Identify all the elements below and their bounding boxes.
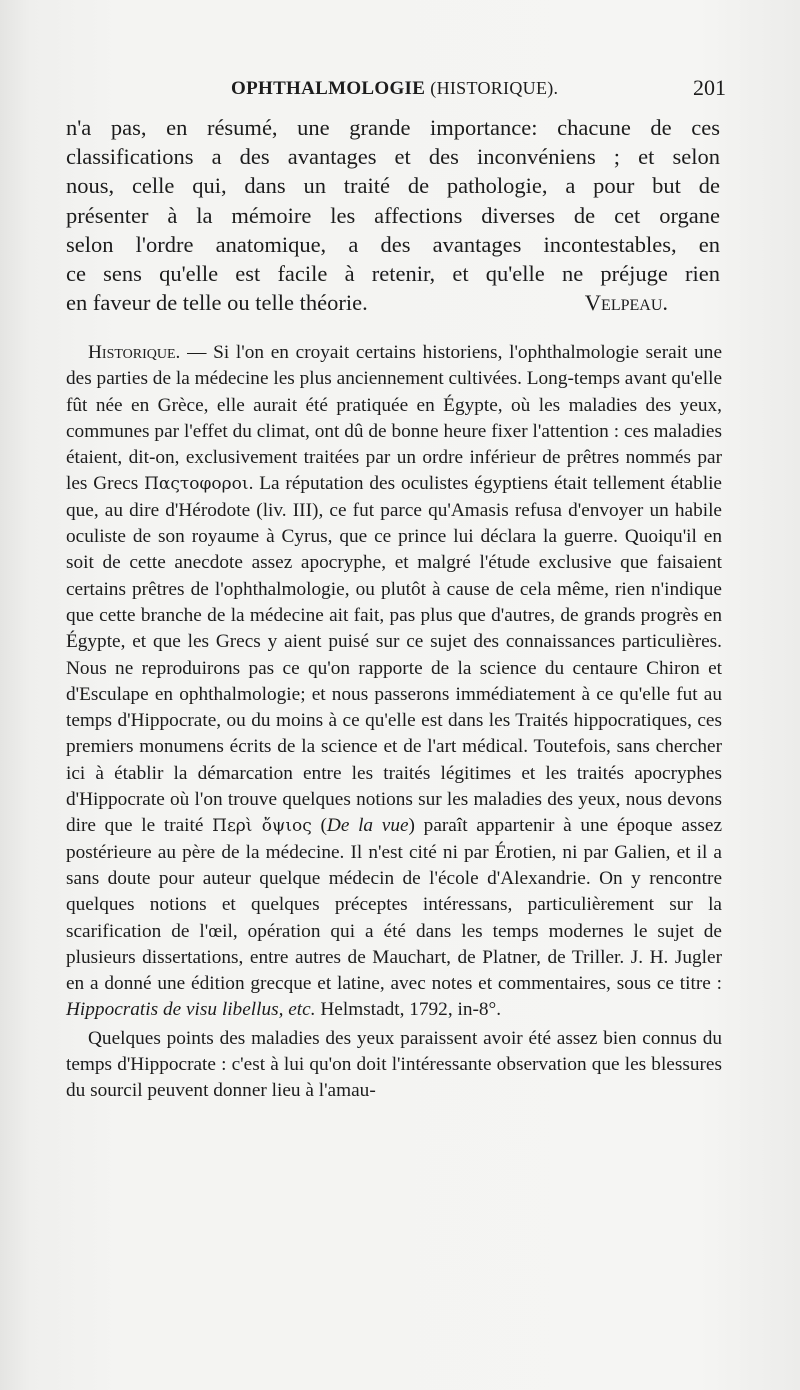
quote-line: n'a pas, en résumé, une grande importance: chacune de ces: [66, 115, 720, 140]
running-head-subtitle: (HISTORIQUE).: [430, 78, 559, 98]
quote-line: nous, celle qui, dans un traité de pathologie, a pour but de: [66, 173, 720, 199]
quote-block: [66, 113, 720, 317]
quote-line: présenter à la mémoire les affections diverses de cet organe: [66, 202, 720, 228]
quote-line: classifications a des avantages et des inconvéniens ; et selon: [66, 144, 720, 170]
paragraph: Quelques points des maladies des yeux paraissent avoir été assez bien connus du temps d'Hippocrate : c'est à lui qu'on doit l'intéressante observation que les blessures du sourcil peuvent donner lieu à l'amau-: [66, 1027, 722, 1102]
quote-last-line: [66, 288, 720, 317]
text-run: . La réputation des oculistes égyptiens était tellement établie que, au dire d'Hérodote (liv. III), ce fut parce qu'Amasis refusa d'envoyer un habile oculiste de son royaume à Cyrus, que ce prince lui déclara la guerre. Quoiqu'il en soit de cette anecdote assez apocryphe, et malgré l'étude exclusive que faisaient certains prêtres de l'ophthalmologie, ou plutôt à cause de cela même, rien n'indique que cette branche de la médecine ait fait, pas plus que d'autres, de grands progrès en Égypte, et que les Grecs y aient puisé sur ce sujet des connaissances particulières. Nous ne reproduirons pas ce qu'on rapporte de la science du centaure Chiron et d'Esculape en ophthalmologie; et nous passerons immédiatement à ce qu'elle fut au temps d'Hippocrate, ou du moins à ce qu'elle est dans les Traités hippocratiques, ces premiers monumens écrits de la science et de l'art médical. Toutefois, sans chercher ici à établir la démarcation entre les traités légitimes et les traités apocryphes d'Hippocrate où l'on trouve quelques notions sur les maladies des yeux, nous devons dire que le traité: [66, 473, 722, 837]
greek-term: Παςτοφοροι: [144, 474, 249, 495]
greek-title: Περὶ ὄψιος: [212, 816, 312, 837]
page-number: 201: [693, 75, 726, 100]
text-run: (: [311, 815, 327, 837]
running-head: [231, 78, 558, 100]
quote-line: en faveur de telle ou telle théorie.: [66, 290, 368, 316]
quote-line: ce sens qu'elle est facile à retenir, et qu'elle ne préjuge rien: [66, 261, 720, 287]
running-head-title: OPHTHALMOLOGIE: [231, 78, 426, 99]
quote-line: selon l'ordre anatomique, a des avantages incontestables, en: [66, 231, 720, 257]
work-title: De la vue: [326, 815, 409, 837]
section-label: Historique.: [88, 342, 181, 363]
page-header: [66, 75, 726, 106]
work-title: Hippocratis de visu libellus, etc.: [66, 999, 316, 1021]
quote-signature: Velpeau.: [584, 290, 668, 316]
paragraph: [66, 340, 722, 1024]
text-run: ) paraît appartenir à une époque assez postérieure au père de la médecine. Il n'est cité ni par Érotien, ni par Galien, et il a sans doute pour auteur quelque médecin de l'école d'Alexandrie. On y rencontre quelques notions et quelques préceptes intéressans, particulièrement sur la scarification de l'œil, opération qui a été dans les temps modernes le sujet de plusieurs dissertations, entre autres de Mauchart, de Platner, de Triller. J. H. Jugler en a donné une édition grecque et latine, avec notes et commentaires, sous ce titre :: [66, 815, 722, 995]
text-run: — Si l'on en croyait certains historiens, l'ophthalmologie serait une des parties de la médecine les plus anciennement cultivées. Long-temps avant qu'elle fût née en Grèce, elle aurait été pratiquée en Égypte, où les maladies des yeux, communes par l'effet du climat, ont dû de bonne heure fixer l'attention : ces maladies étaient, dit-on, exclusivement traitées par un ordre inférieur de prêtres nommés par les Grecs: [66, 342, 722, 495]
historique-section: [66, 340, 722, 1105]
text-run: Helmstadt, 1792, in-8°.: [315, 999, 502, 1021]
